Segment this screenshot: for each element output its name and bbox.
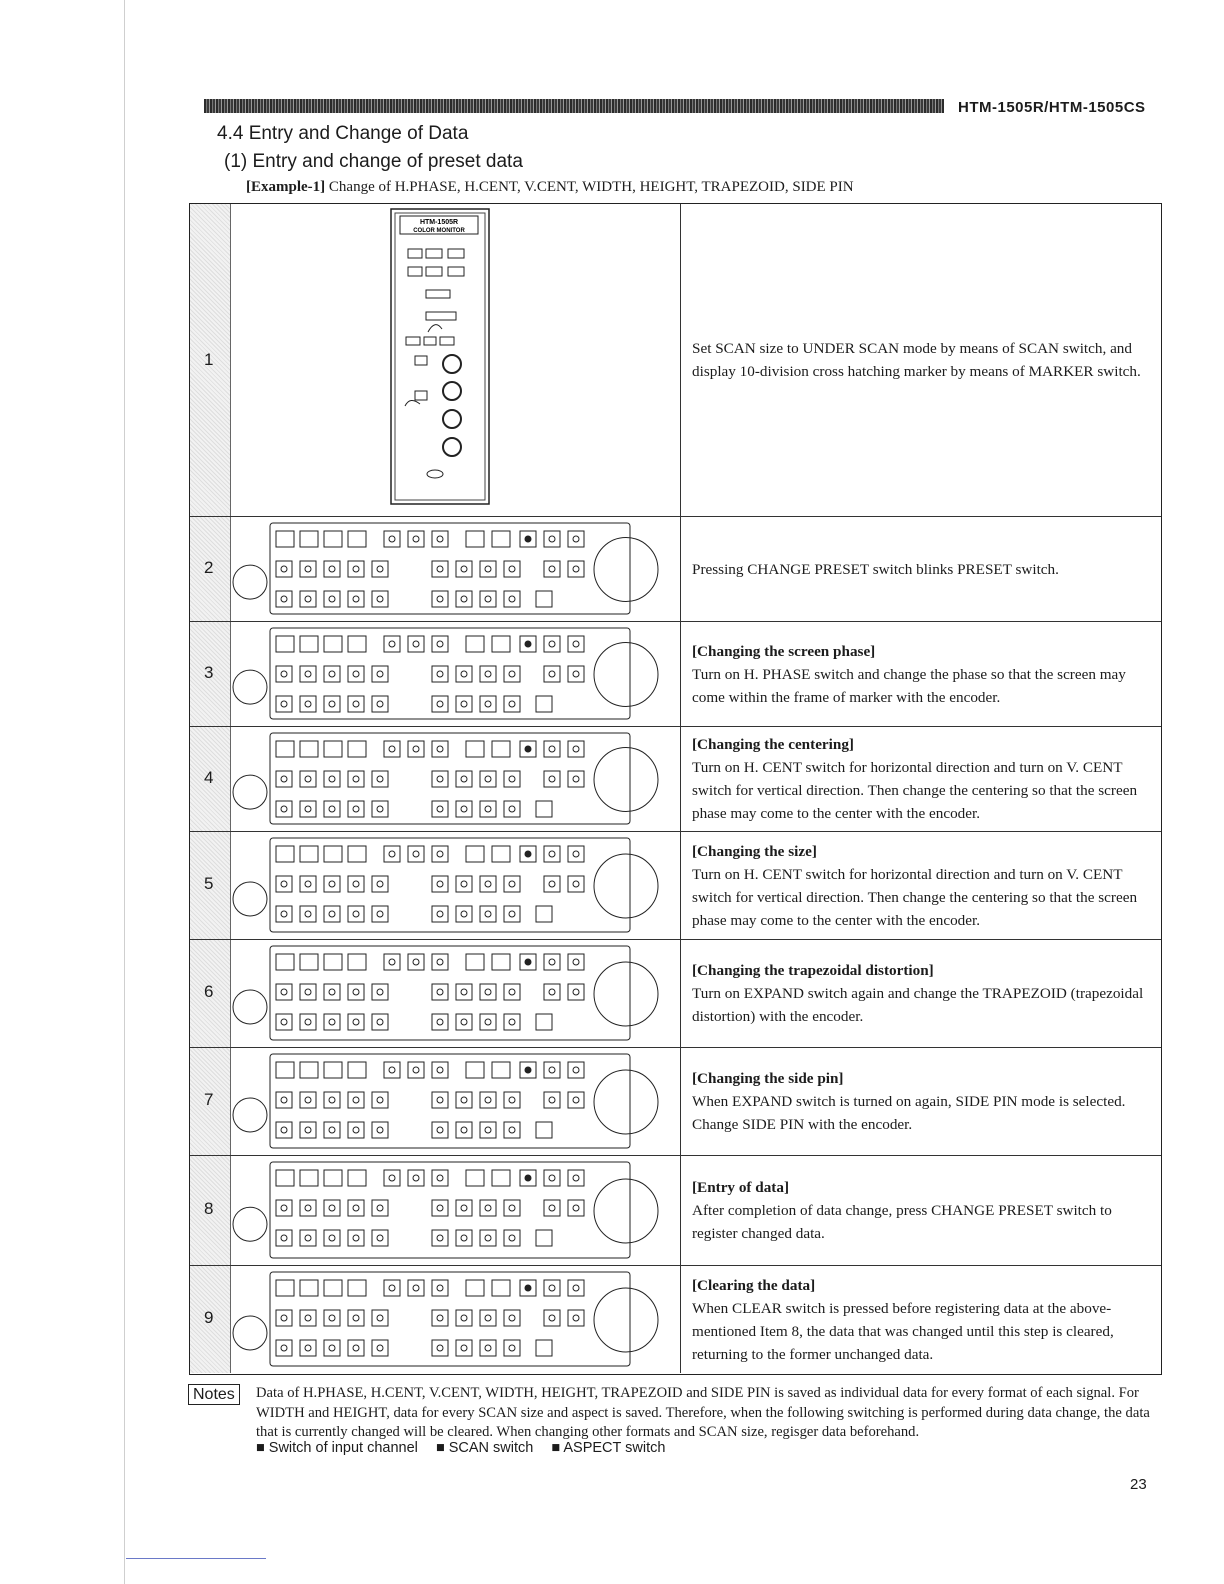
step-text: Turn on EXPAND switch again and change the TRAPEZOID (trapezoidal distortion) with the encoder. xyxy=(692,985,1144,1025)
step-number: 5 xyxy=(204,874,214,893)
control-panel-diagram xyxy=(230,940,680,1048)
control-panel-figure xyxy=(230,1266,681,1373)
step-row-3 xyxy=(190,621,1161,726)
step-number-cell xyxy=(190,940,231,1047)
section-subtitle: (1) Entry and change of preset data xyxy=(224,151,523,172)
step-number: 4 xyxy=(204,768,214,787)
control-panel-diagram xyxy=(230,622,680,727)
step-text: Turn on H. CENT switch for horizontal direction and turn on V. CENT switch for vertical direction. Then change the centering so that the screen phase may come to the center with the encoder. xyxy=(692,759,1138,822)
notes-bullets xyxy=(256,1440,679,1456)
step-title: [Changing the screen phase] xyxy=(692,642,876,660)
step-number-cell xyxy=(190,1156,231,1265)
step-number-cell xyxy=(190,1048,231,1155)
step-text: When CLEAR switch is pressed before registering data at the above-mentioned Item 8, the data that was changed until this step is cleared, returning to the former unchanged data. xyxy=(692,1299,1114,1363)
steps-table xyxy=(189,203,1162,1375)
step-text: Turn on H. PHASE switch and change the phase so that the screen may come within the frame of marker with the encoder. xyxy=(692,665,1126,706)
step-description xyxy=(680,940,1161,1047)
control-panel-figure xyxy=(230,622,681,726)
model-name: HTM-1505R/HTM-1505CS xyxy=(958,99,1146,116)
panel-model-label: HTM-1505R xyxy=(419,219,459,226)
step-number: 3 xyxy=(204,663,214,682)
step-title: [Changing the side pin] xyxy=(692,1070,844,1087)
step-row-6 xyxy=(190,939,1161,1047)
bullet-aspect-switch: ■ ASPECT switch xyxy=(551,1440,666,1456)
step-number-cell xyxy=(190,1266,231,1373)
step-row-7 xyxy=(190,1047,1161,1155)
step-number: 2 xyxy=(204,558,214,577)
step-number: 7 xyxy=(204,1090,214,1109)
step-text: Turn on H. CENT switch for horizontal direction and turn on V. CENT switch for vertical direction. Then change the centering so that the screen phase may come to the center with the encoder. xyxy=(692,865,1138,929)
header-bar xyxy=(204,99,944,113)
step-text: Pressing CHANGE PRESET switch blinks PRESET switch. xyxy=(692,560,1059,578)
control-panel-diagram xyxy=(230,517,680,622)
step-description xyxy=(680,622,1161,726)
front-panel-figure xyxy=(230,204,681,516)
step-number: 9 xyxy=(204,1308,214,1327)
control-panel-diagram xyxy=(230,832,680,940)
notes-label: Notes xyxy=(188,1384,240,1405)
control-panel-figure xyxy=(230,940,681,1047)
panel-sub-label: COLOR MONITOR xyxy=(413,228,465,234)
notes-text: Data of H.PHASE, H.CENT, V.CENT, WIDTH, HEIGHT, TRAPEZOID and SIDE PIN is saved as individual data for every format of each signal. For WIDTH and HEIGHT, data for every SCAN size and aspect is saved. Therefore, when the following switching is performed during data change, the data that is currently changed will be cleared. When changing other formats and SCAN size, regisger data beforehand. xyxy=(256,1385,1150,1440)
step-text: When EXPAND switch is turned on again, SIDE PIN mode is selected. Change SIDE PIN with the encoder. xyxy=(692,1093,1126,1133)
control-panel-diagram xyxy=(230,1266,680,1374)
step-title: [Clearing the data] xyxy=(692,1276,816,1294)
example-line xyxy=(246,179,854,196)
step-number-cell xyxy=(190,622,231,726)
step-title: [Changing the size] xyxy=(692,842,817,860)
step-row-1 xyxy=(190,204,1161,516)
step-description xyxy=(680,832,1161,939)
bullet-input-channel: ■ Switch of input channel xyxy=(256,1440,418,1456)
step-description xyxy=(680,1266,1161,1373)
step-number: 6 xyxy=(204,982,214,1001)
step-row-4 xyxy=(190,726,1161,831)
example-tag: [Example-1] xyxy=(246,179,326,195)
step-number-cell xyxy=(190,832,231,939)
step-text: Set SCAN size to UNDER SCAN mode by means of SCAN switch, and display 10-division cross hatching marker by means of MARKER switch. xyxy=(692,340,1141,380)
step-title: [Changing the trapezoidal distortion] xyxy=(692,962,934,979)
step-number-cell xyxy=(190,727,231,831)
front-panel-diagram xyxy=(230,204,680,516)
control-panel-diagram xyxy=(230,727,680,832)
step-description xyxy=(680,204,1161,516)
step-number-cell xyxy=(190,517,231,621)
page-number: 23 xyxy=(1130,1476,1147,1493)
control-panel-diagram xyxy=(230,1048,680,1156)
control-panel-figure xyxy=(230,1156,681,1265)
step-number: 8 xyxy=(204,1199,214,1218)
step-description xyxy=(680,727,1161,831)
margin-line xyxy=(124,0,125,1584)
control-panel-figure xyxy=(230,1048,681,1155)
step-number: 1 xyxy=(204,350,214,369)
step-row-8 xyxy=(190,1155,1161,1265)
bottom-rule xyxy=(126,1558,266,1559)
control-panel-figure xyxy=(230,832,681,939)
step-title: [Changing the centering] xyxy=(692,736,854,753)
step-row-2 xyxy=(190,516,1161,621)
control-panel-diagram xyxy=(230,1156,680,1266)
step-text: After completion of data change, press CHANGE PRESET switch to register changed data. xyxy=(692,1202,1112,1242)
control-panel-figure xyxy=(230,727,681,831)
example-text: Change of H.PHASE, H.CENT, V.CENT, WIDTH, HEIGHT, TRAPEZOID, SIDE PIN xyxy=(328,179,854,195)
step-number-cell xyxy=(190,204,231,516)
step-description xyxy=(680,1156,1161,1265)
bullet-scan-switch: ■ SCAN switch xyxy=(435,1440,534,1456)
step-row-5 xyxy=(190,831,1161,939)
step-title: [Entry of data] xyxy=(692,1179,790,1196)
section-title: 4.4 Entry and Change of Data xyxy=(217,123,469,144)
step-description xyxy=(680,517,1161,621)
step-row-9 xyxy=(190,1265,1161,1373)
control-panel-figure xyxy=(230,517,681,621)
step-description xyxy=(680,1048,1161,1155)
